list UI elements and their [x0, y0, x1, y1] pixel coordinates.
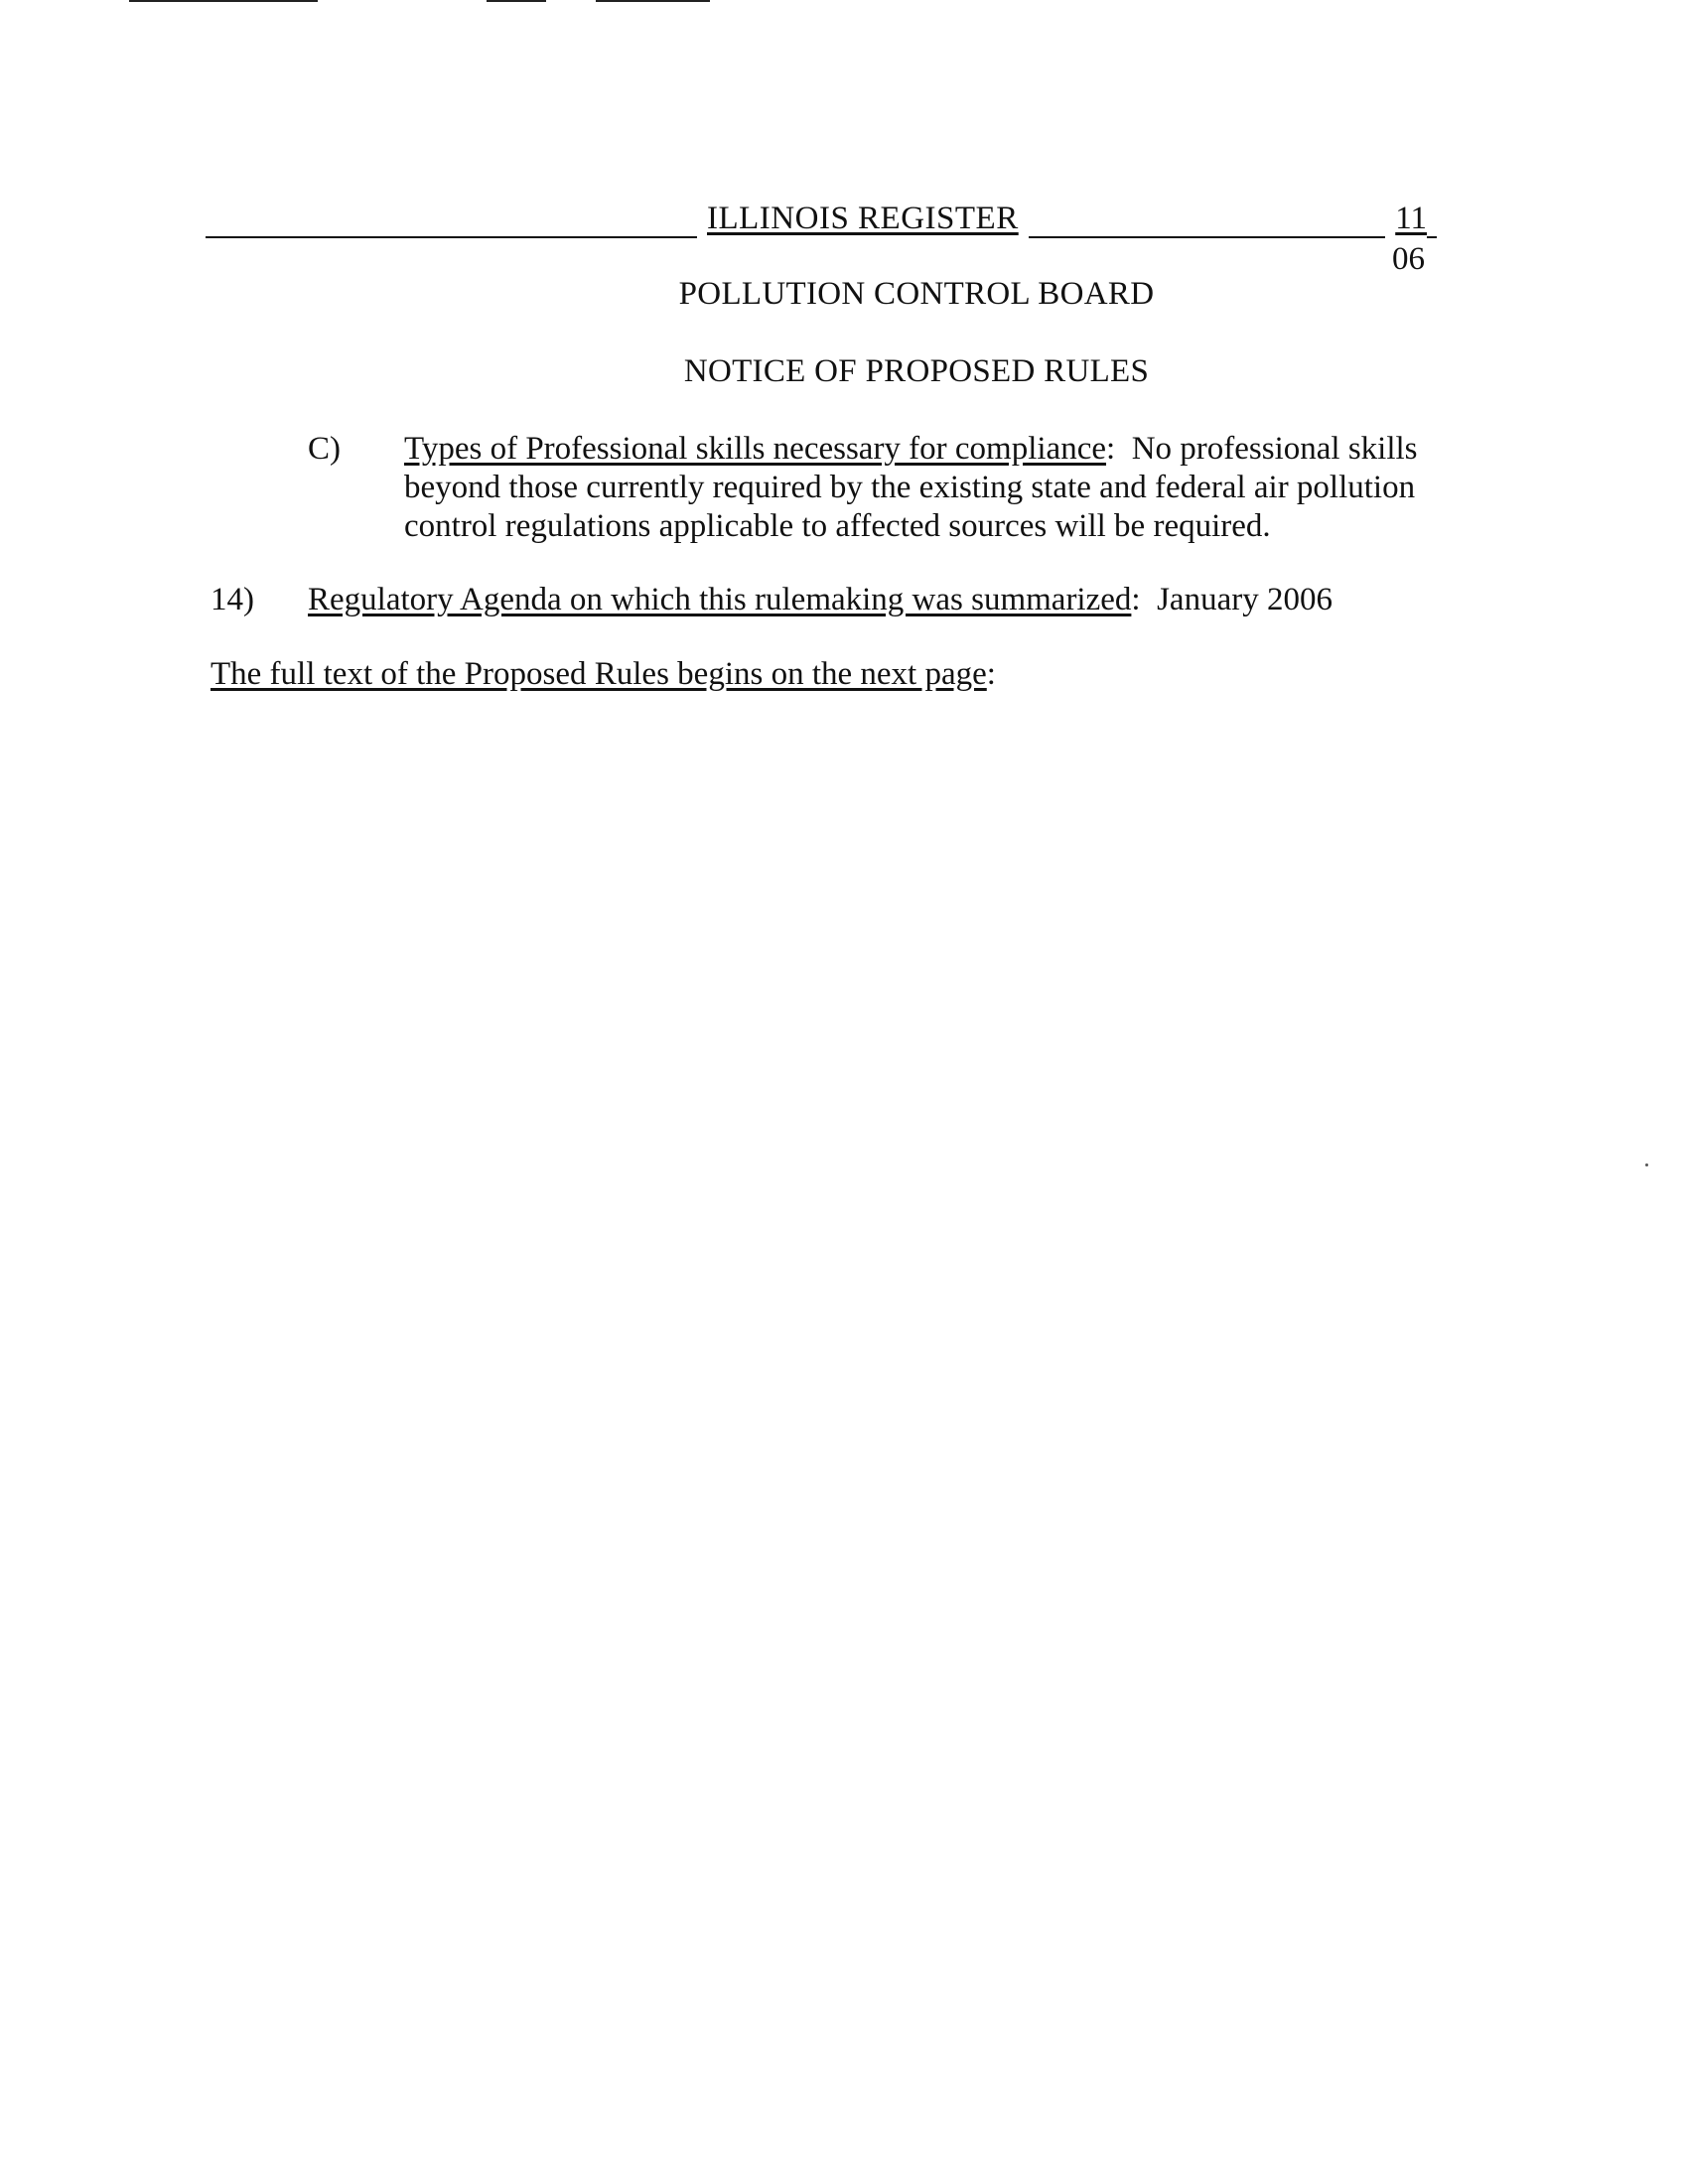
agency-name: POLLUTION CONTROL BOARD	[678, 276, 1155, 312]
scan-artifact	[596, 0, 710, 2]
scan-speck	[1645, 1163, 1648, 1166]
item-marker: 14)	[210, 582, 254, 617]
item-body	[404, 430, 1447, 546]
closing-statement	[210, 655, 996, 694]
notice-title: NOTICE OF PROPOSED RULES	[683, 353, 1150, 389]
item-text: January 2006	[1157, 582, 1333, 617]
closing-separator: :	[986, 656, 996, 692]
item-separator: :	[1131, 582, 1141, 617]
item-marker: C)	[308, 431, 341, 467]
publication-title: ILLINOIS REGISTER	[697, 201, 1029, 239]
item-heading: Regulatory Agenda on which this rulemaking was summarized	[308, 582, 1132, 617]
scan-artifact	[129, 0, 318, 2]
item-text: No professional skills beyond those currently required by the existing state and federal air pollution control regulations applicable to affected sources will be required.	[404, 431, 1418, 544]
issue-number: 06	[1392, 241, 1425, 277]
volume-number: 11	[1385, 201, 1427, 239]
item-body	[308, 581, 1333, 619]
item-heading: Types of Professional skills necessary for compliance	[404, 431, 1107, 467]
closing-text: The full text of the Proposed Rules begins on the next page	[210, 656, 987, 692]
scan-artifact	[487, 0, 546, 2]
running-header	[206, 199, 1437, 242]
item-separator: :	[1106, 431, 1116, 467]
